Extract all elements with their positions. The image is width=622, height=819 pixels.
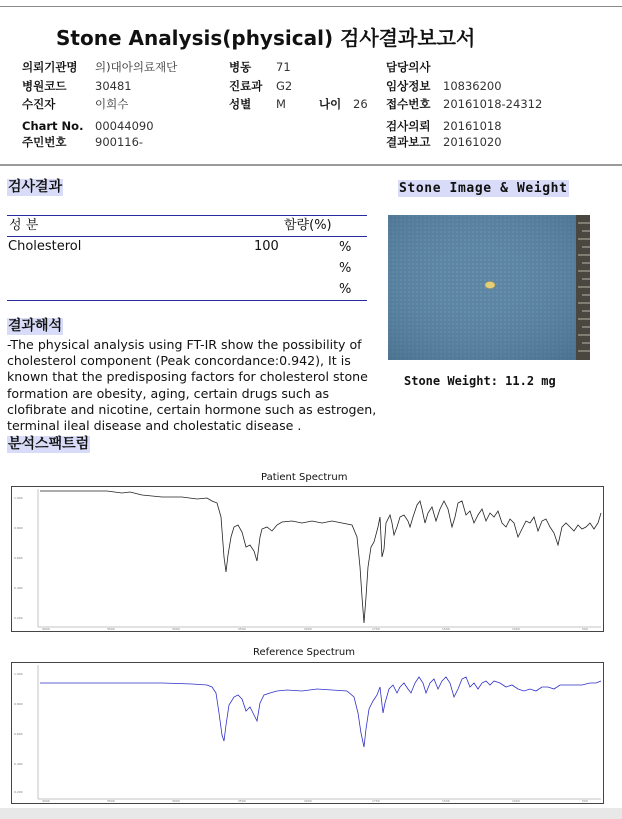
chart-no-value: 00044090 [95, 119, 154, 133]
svg-text:2000: 2000 [304, 627, 312, 631]
sex-label: 성별 [229, 97, 252, 111]
svg-text:1750: 1750 [372, 799, 380, 803]
dept-label: 진료과 [229, 79, 263, 93]
svg-text:2500: 2500 [238, 627, 246, 631]
svg-text:0.800: 0.800 [14, 702, 23, 706]
ward-label: 병동 [229, 60, 252, 74]
svg-text:2500: 2500 [238, 799, 246, 803]
result-section-title: 검사결과 [8, 179, 63, 195]
svg-text:0.800: 0.800 [14, 526, 23, 530]
reference-spectrum-title: Reference Spectrum [253, 647, 355, 658]
request-date-label: 검사의뢰 [386, 119, 431, 133]
ward-value: 71 [276, 60, 291, 74]
reference-spectrum-line [40, 677, 601, 747]
dept-value: G2 [276, 79, 293, 93]
row-1-component: Cholesterol [8, 239, 82, 254]
svg-text:0.600: 0.600 [14, 556, 23, 560]
resident-no-value: 900116- [95, 135, 144, 149]
svg-text:0.400: 0.400 [14, 586, 23, 590]
table-bottom-rule [7, 300, 367, 301]
sex-value: M [276, 97, 286, 111]
stone-weight: Stone Weight: 11.2 mg [404, 374, 556, 388]
svg-text:4000: 4000 [42, 627, 50, 631]
svg-text:1750: 1750 [372, 627, 380, 631]
section-divider [0, 164, 622, 166]
age-label: 나이 [319, 97, 342, 111]
col-content-header: 함량(%) [284, 218, 332, 233]
stone-photo [388, 215, 590, 360]
hospital-code-label: 병원코드 [22, 79, 67, 93]
hospital-code-value: 30481 [95, 79, 132, 93]
svg-text:0.400: 0.400 [14, 762, 23, 766]
institution-label: 의뢰기관명 [22, 60, 78, 74]
svg-text:500: 500 [582, 799, 588, 803]
report-date-value: 20161020 [443, 135, 502, 149]
receipt-value: 20161018-24312 [443, 97, 543, 111]
svg-text:3500: 3500 [107, 799, 115, 803]
report-date-label: 결과보고 [386, 135, 431, 149]
spectrum-section-title: 분석스팩트럼 [8, 436, 90, 452]
patient-label: 수진자 [22, 97, 56, 111]
svg-text:2000: 2000 [304, 799, 312, 803]
row-1-value: 100 [254, 239, 279, 254]
svg-text:3000: 3000 [172, 627, 180, 631]
patient-spectrum-line [40, 491, 601, 623]
svg-text:3500: 3500 [107, 627, 115, 631]
clinical-info-value: 10836200 [443, 79, 502, 93]
report-title: Stone Analysis(physical) 검사결과보고서 [56, 26, 476, 50]
svg-text:0.200: 0.200 [14, 790, 23, 794]
doctor-label: 담당의사 [386, 60, 431, 74]
age-value: 26 [353, 97, 368, 111]
request-date-value: 20161018 [443, 119, 502, 133]
col-component-header: 성 분 [9, 218, 39, 233]
stone-section-title: Stone Image & Weight [399, 181, 568, 196]
svg-text:1000: 1000 [512, 627, 520, 631]
patient-value: 이희수 [95, 97, 129, 111]
row-3-unit: % [339, 282, 352, 297]
bottom-bar [0, 808, 622, 819]
row-2-unit: % [339, 261, 352, 276]
row-1-unit: % [339, 240, 352, 255]
svg-text:3000: 3000 [172, 799, 180, 803]
table-header-rule [7, 236, 367, 237]
clinical-info-label: 임상정보 [386, 79, 431, 93]
svg-text:1.000: 1.000 [14, 496, 23, 500]
patient-spectrum-title: Patient Spectrum [261, 472, 348, 483]
svg-text:0.600: 0.600 [14, 732, 23, 736]
svg-text:4000: 4000 [42, 799, 50, 803]
interpretation-section-title: 결과해석 [8, 318, 63, 334]
patient-spectrum-plot [11, 486, 604, 632]
svg-text:0.200: 0.200 [14, 616, 23, 620]
resident-no-label: 주민번호 [22, 135, 67, 149]
svg-text:500: 500 [582, 627, 588, 631]
reference-spectrum-plot [11, 662, 604, 804]
receipt-label: 접수번호 [386, 97, 431, 111]
chart-no-label: Chart No. [22, 119, 84, 133]
svg-text:1000: 1000 [512, 799, 520, 803]
table-top-rule [7, 215, 367, 216]
institution-value: 의)대아의료재단 [95, 60, 178, 74]
interpretation-text: -The physical analysis using FT-IR show the possibility of cholesterol component (Peak concordance:0.942), It is known that the predisposing factors for cholesterol stone formation are obesity, aging, certain drugs such as clofibrate and nicotine, certain hormone such as estrogen, terminal ileal disease and cholestatic disease . [7, 337, 377, 434]
svg-text:1500: 1500 [442, 627, 450, 631]
svg-text:1500: 1500 [442, 799, 450, 803]
svg-text:1.000: 1.000 [14, 672, 23, 676]
stone-sample [485, 282, 495, 289]
top-border [0, 6, 622, 7]
